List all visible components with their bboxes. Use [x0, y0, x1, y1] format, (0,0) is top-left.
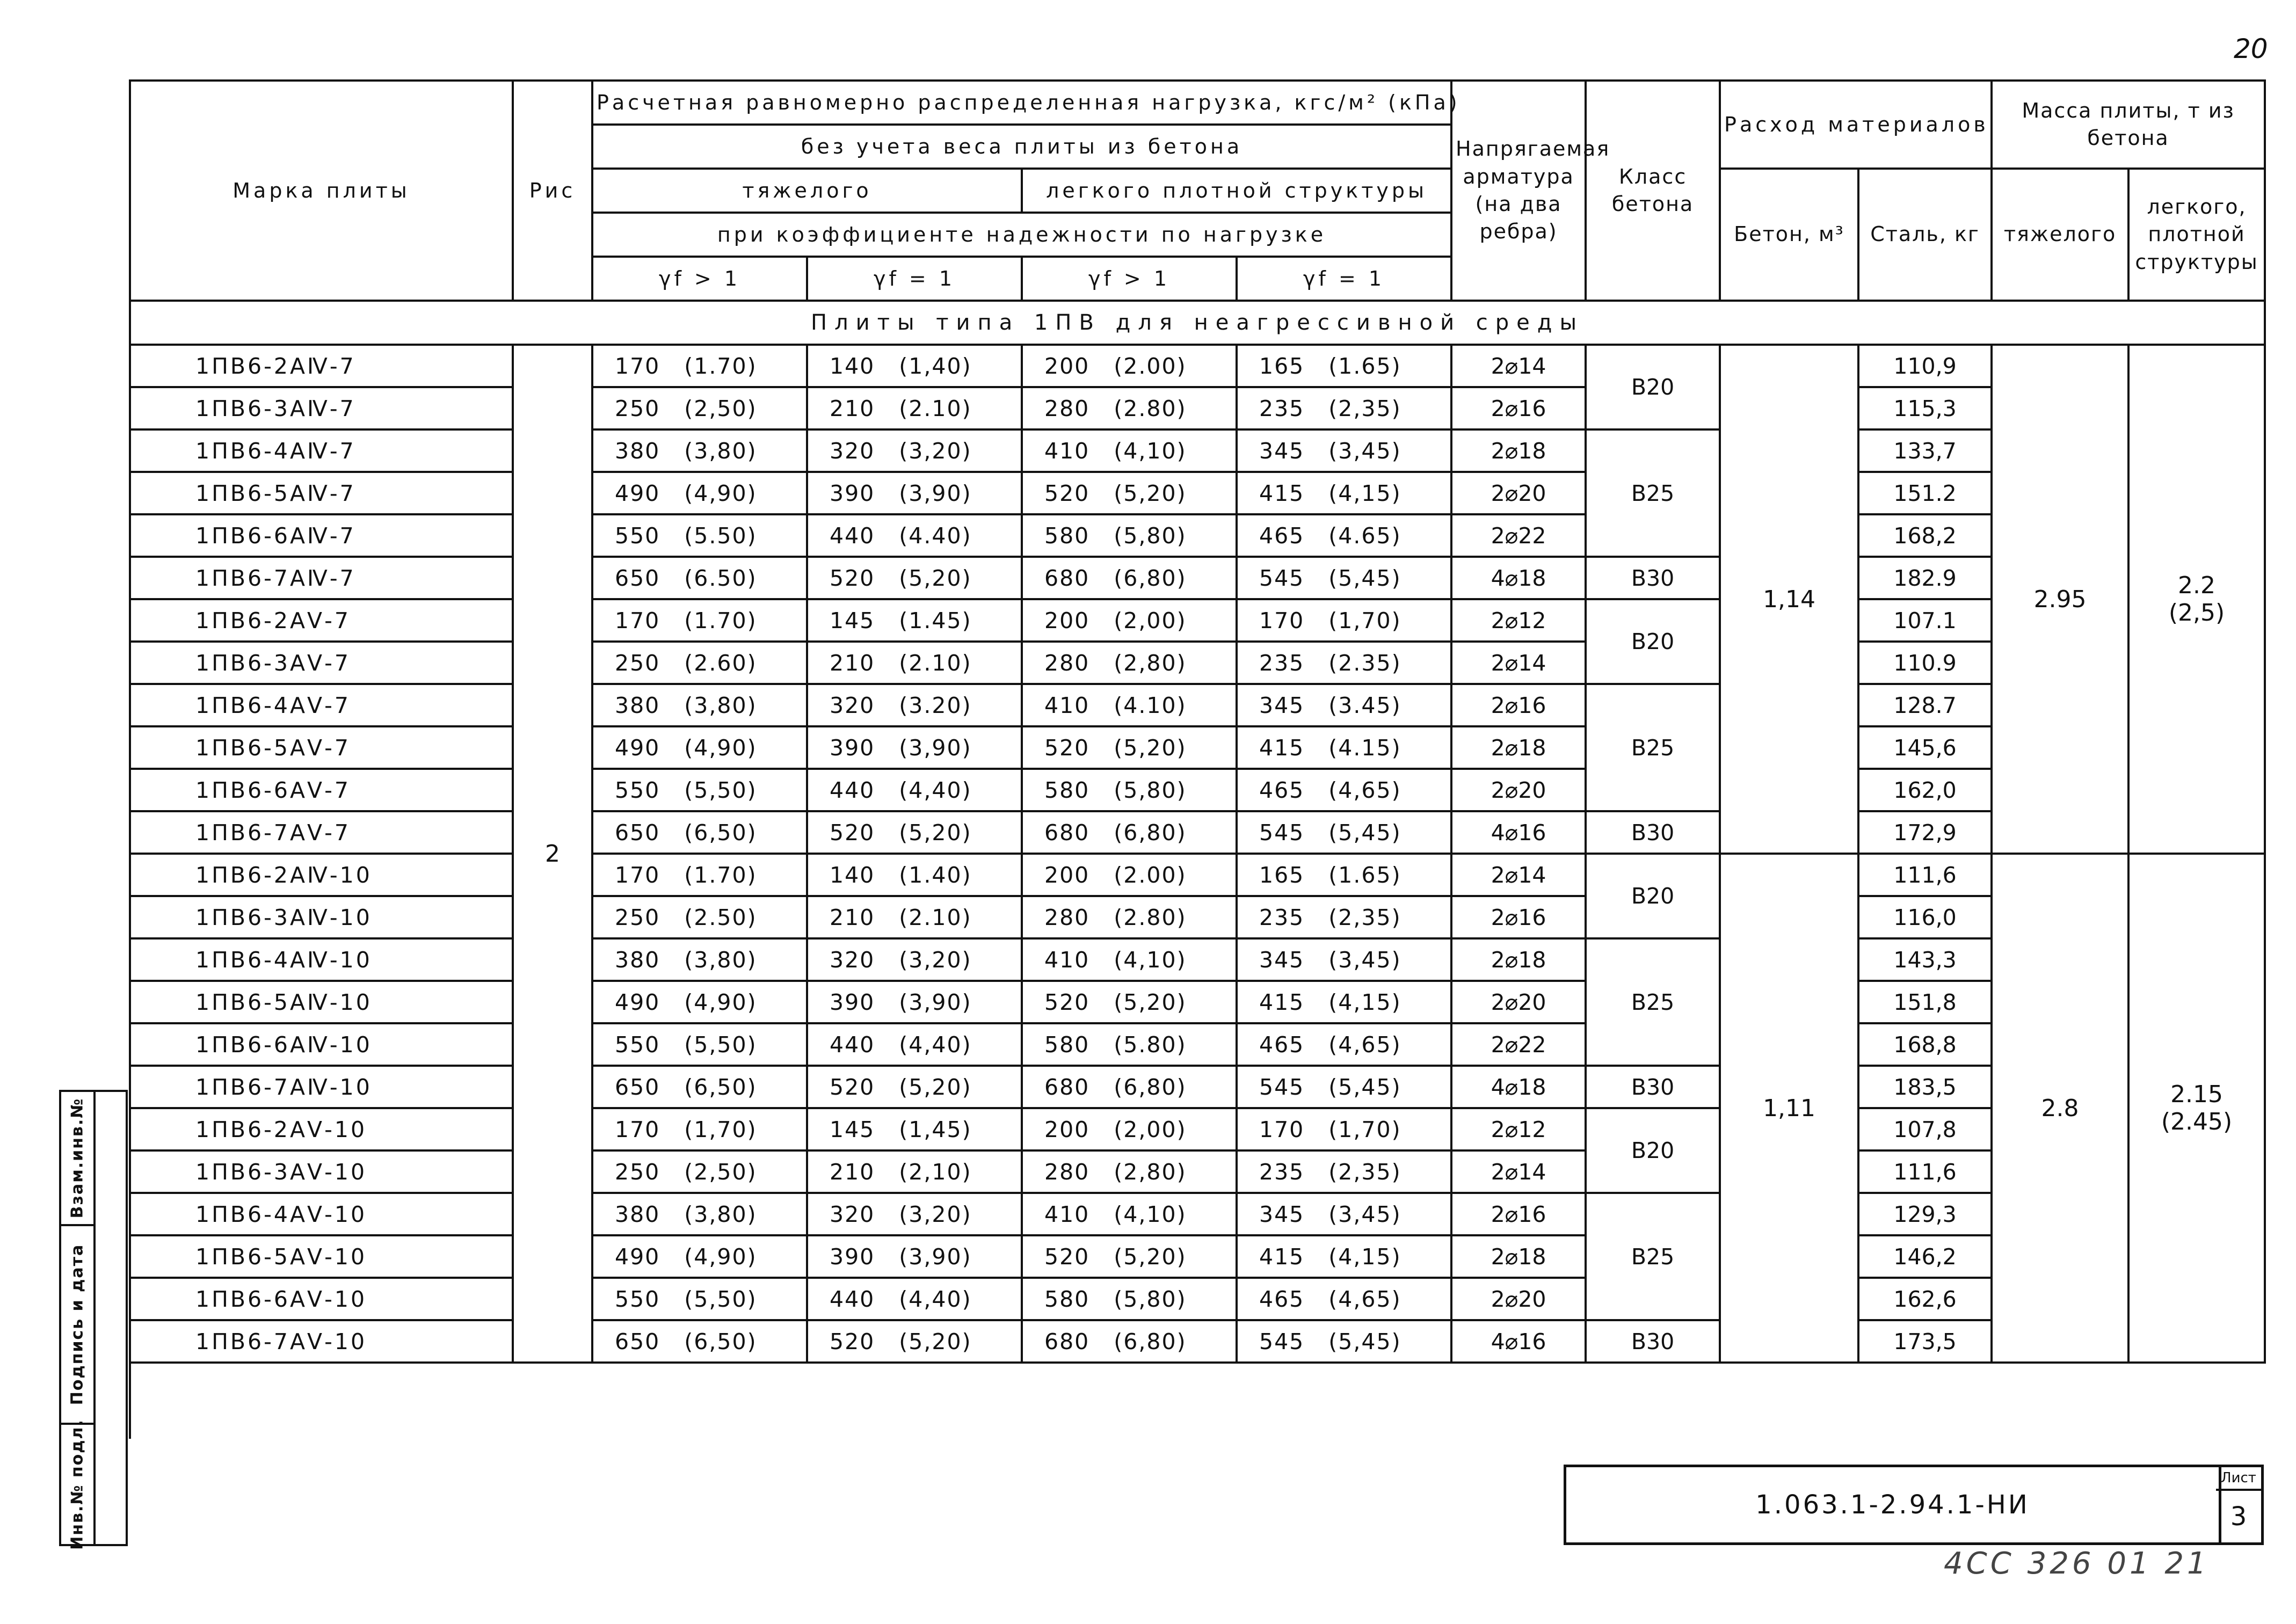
- load-heavy-eq1: 140 (1,40): [807, 345, 1022, 387]
- load-light-gt1: 680 (6,80): [1022, 557, 1237, 599]
- figure-number: 2: [513, 345, 592, 1363]
- steel-mass: 107,8: [1858, 1108, 1992, 1150]
- load-light-eq1: 415 (4,15): [1237, 472, 1451, 514]
- concrete-class: B25: [1586, 429, 1720, 557]
- slab-spec-table: [129, 79, 2266, 1439]
- steel-mass: 133,7: [1858, 429, 1992, 472]
- load-light-gt1: 580 (5,80): [1022, 1278, 1237, 1320]
- header-coefficient: при коэффициенте надежности по нагрузке: [592, 213, 1451, 257]
- table-row: [130, 1193, 2265, 1235]
- mass-light: [2128, 854, 2265, 1363]
- reinforcement: 2⌀20: [1451, 981, 1586, 1023]
- concrete-class: B25: [1586, 1193, 1720, 1320]
- load-heavy-gt1: 490 (4,90): [592, 1235, 807, 1278]
- steel-mass: 162,0: [1858, 769, 1992, 811]
- load-heavy-eq1: 145 (1,45): [807, 1108, 1022, 1150]
- steel-mass: 183,5: [1858, 1066, 1992, 1108]
- reinforcement: 2⌀22: [1451, 1023, 1586, 1066]
- load-heavy-gt1: 250 (2.60): [592, 642, 807, 684]
- load-light-eq1: 545 (5,45): [1237, 1066, 1451, 1108]
- table-row: [130, 557, 2265, 599]
- slab-mark: 1ПВ6-5АⅤ-7: [130, 726, 513, 769]
- load-light-gt1: 410 (4.10): [1022, 684, 1237, 726]
- load-heavy-gt1: 380 (3,80): [592, 429, 807, 472]
- header-gamma-eq-light: γf = 1: [1237, 257, 1451, 301]
- load-heavy-eq1: 145 (1.45): [807, 599, 1022, 642]
- header-heavy: тяжелого: [592, 169, 1022, 213]
- load-light-eq1: 345 (3,45): [1237, 429, 1451, 472]
- concrete-class: B25: [1586, 938, 1720, 1066]
- load-heavy-eq1: 320 (3,20): [807, 429, 1022, 472]
- table-row: [130, 599, 2265, 642]
- reinforcement: 2⌀12: [1451, 1108, 1586, 1150]
- document-code: 1.063.1-2.94.1-НИ: [1566, 1467, 2221, 1542]
- load-light-gt1: 520 (5,20): [1022, 1235, 1237, 1278]
- header-mass: Масса плиты, т из бетона: [1992, 81, 2265, 169]
- handwritten-reference: 4СС 326 01 21: [1944, 1546, 2210, 1581]
- header-gamma-eq-heavy: γf = 1: [807, 257, 1022, 301]
- load-light-eq1: 415 (4,15): [1237, 981, 1451, 1023]
- load-heavy-gt1: 550 (5,50): [592, 769, 807, 811]
- slab-mark: 1ПВ6-2АⅤ-10: [130, 1108, 513, 1150]
- load-heavy-eq1: 320 (3.20): [807, 684, 1022, 726]
- header-gamma-gt-light: γf > 1: [1022, 257, 1237, 301]
- slab-mark: 1ПВ6-3АⅤ-10: [130, 1150, 513, 1193]
- table-row: [130, 429, 2265, 472]
- reinforcement: 2⌀18: [1451, 726, 1586, 769]
- load-light-eq1: 465 (4,65): [1237, 1023, 1451, 1066]
- reinforcement: 4⌀18: [1451, 1066, 1586, 1108]
- concrete-class: B20: [1586, 854, 1720, 938]
- load-heavy-gt1: 550 (5,50): [592, 1023, 807, 1066]
- mass-heavy: 2.95: [1992, 345, 2128, 854]
- load-heavy-gt1: 380 (3,80): [592, 938, 807, 981]
- slab-mark: 1ПВ6-2АⅣ-7: [130, 345, 513, 387]
- load-heavy-gt1: 170 (1.70): [592, 599, 807, 642]
- load-light-gt1: 200 (2,00): [1022, 1108, 1237, 1150]
- reinforcement: 2⌀16: [1451, 684, 1586, 726]
- load-light-eq1: 415 (4.15): [1237, 726, 1451, 769]
- reinforcement: 2⌀14: [1451, 642, 1586, 684]
- load-light-eq1: 465 (4,65): [1237, 769, 1451, 811]
- load-heavy-eq1: 520 (5,20): [807, 1320, 1022, 1363]
- load-light-eq1: 235 (2,35): [1237, 896, 1451, 938]
- table-row: [130, 726, 2265, 769]
- steel-mass: 168,8: [1858, 1023, 1992, 1066]
- table-row: [130, 1320, 2265, 1363]
- load-heavy-eq1: 520 (5,20): [807, 557, 1022, 599]
- slab-mark: 1ПВ6-3АⅣ-7: [130, 387, 513, 429]
- section-title: Плиты типа 1ПВ для неагрессивной среды: [130, 301, 2265, 345]
- table-row: [130, 1150, 2265, 1193]
- load-light-eq1: 545 (5,45): [1237, 1320, 1451, 1363]
- steel-mass: 129,3: [1858, 1193, 1992, 1235]
- steel-mass: 172,9: [1858, 811, 1992, 854]
- blank-area: [130, 1363, 2265, 1439]
- load-light-gt1: 280 (2,80): [1022, 642, 1237, 684]
- reinforcement: 2⌀16: [1451, 896, 1586, 938]
- load-heavy-eq1: 390 (3,90): [807, 1235, 1022, 1278]
- header-gamma-gt-heavy: γf > 1: [592, 257, 807, 301]
- load-heavy-eq1: 320 (3,20): [807, 938, 1022, 981]
- reinforcement: 2⌀14: [1451, 1150, 1586, 1193]
- concrete-volume: 1,11: [1720, 854, 1858, 1363]
- load-heavy-gt1: 650 (6.50): [592, 557, 807, 599]
- load-heavy-gt1: 250 (2,50): [592, 387, 807, 429]
- load-light-eq1: 345 (3,45): [1237, 938, 1451, 981]
- load-heavy-eq1: 320 (3,20): [807, 1193, 1022, 1235]
- slab-mark: 1ПВ6-6АⅣ-10: [130, 1023, 513, 1066]
- concrete-class: B25: [1586, 684, 1720, 811]
- table-row: [130, 1066, 2265, 1108]
- reinforcement: 2⌀16: [1451, 387, 1586, 429]
- concrete-class: B30: [1586, 1066, 1720, 1108]
- table-row: [130, 642, 2265, 684]
- reinforcement: 2⌀20: [1451, 1278, 1586, 1320]
- table-row: [130, 345, 2265, 387]
- slab-mark: 1ПВ6-7АⅤ-10: [130, 1320, 513, 1363]
- side-stamp-column: [61, 1092, 96, 1550]
- steel-mass: 111,6: [1858, 1150, 1992, 1193]
- slab-mark: 1ПВ6-3АⅣ-10: [130, 896, 513, 938]
- load-heavy-gt1: 170 (1.70): [592, 854, 807, 896]
- load-light-eq1: 235 (2,35): [1237, 387, 1451, 429]
- load-light-gt1: 280 (2.80): [1022, 387, 1237, 429]
- load-light-gt1: 680 (6,80): [1022, 811, 1237, 854]
- table-row: [130, 1023, 2265, 1066]
- table-row: [130, 1235, 2265, 1278]
- sheet-number: 3: [2230, 1502, 2247, 1532]
- side-cell-podp: [61, 1226, 93, 1425]
- load-light-eq1: 165 (1.65): [1237, 854, 1451, 896]
- load-heavy-eq1: 440 (4,40): [807, 1278, 1022, 1320]
- header-steel-kg: Сталь, кг: [1858, 169, 1992, 301]
- concrete-class: B30: [1586, 557, 1720, 599]
- load-heavy-gt1: 250 (2,50): [592, 1150, 807, 1193]
- concrete-class: B20: [1586, 599, 1720, 684]
- load-heavy-gt1: 380 (3,80): [592, 1193, 807, 1235]
- slab-mark: 1ПВ6-7АⅣ-7: [130, 557, 513, 599]
- table-row: [130, 938, 2265, 981]
- load-heavy-eq1: 210 (2.10): [807, 896, 1022, 938]
- load-heavy-eq1: 520 (5,20): [807, 811, 1022, 854]
- table-row: [130, 1278, 2265, 1320]
- load-light-eq1: 345 (3,45): [1237, 1193, 1451, 1235]
- side-stamp: [59, 1090, 128, 1550]
- load-heavy-gt1: 550 (5,50): [592, 1278, 807, 1320]
- table-row: [130, 896, 2265, 938]
- load-heavy-gt1: 490 (4,90): [592, 981, 807, 1023]
- load-heavy-gt1: 170 (1,70): [592, 1108, 807, 1150]
- table-row: [130, 514, 2265, 557]
- load-heavy-eq1: 210 (2,10): [807, 1150, 1022, 1193]
- header-light: легкого плотной структуры: [1022, 169, 1451, 213]
- mass-light-alt-value: (2,5): [2168, 599, 2225, 627]
- load-heavy-gt1: 490 (4,90): [592, 726, 807, 769]
- load-heavy-eq1: 390 (3,90): [807, 472, 1022, 514]
- load-light-eq1: 235 (2,35): [1237, 1150, 1451, 1193]
- load-light-eq1: 345 (3.45): [1237, 684, 1451, 726]
- steel-mass: 151,8: [1858, 981, 1992, 1023]
- table-row: [130, 854, 2265, 896]
- load-heavy-eq1: 440 (4,40): [807, 769, 1022, 811]
- steel-mass: 107.1: [1858, 599, 1992, 642]
- reinforcement: 2⌀18: [1451, 429, 1586, 472]
- load-light-gt1: 200 (2.00): [1022, 345, 1237, 387]
- load-heavy-eq1: 210 (2.10): [807, 387, 1022, 429]
- slab-mark: 1ПВ6-5АⅣ-7: [130, 472, 513, 514]
- load-heavy-gt1: 490 (4,90): [592, 472, 807, 514]
- slab-mark: 1ПВ6-4АⅣ-10: [130, 938, 513, 981]
- load-light-gt1: 280 (2,80): [1022, 1150, 1237, 1193]
- side-label-vzam: Взам.инв.№: [68, 1097, 87, 1219]
- load-light-gt1: 410 (4,10): [1022, 429, 1237, 472]
- header-mass-light: легкого, плотной структуры: [2128, 169, 2265, 301]
- load-heavy-eq1: 440 (4,40): [807, 1023, 1022, 1066]
- slab-mark: 1ПВ6-6АⅤ-10: [130, 1278, 513, 1320]
- steel-mass: 128.7: [1858, 684, 1992, 726]
- load-light-gt1: 520 (5,20): [1022, 472, 1237, 514]
- slab-mark: 1ПВ6-2АⅤ-7: [130, 599, 513, 642]
- load-light-gt1: 410 (4,10): [1022, 938, 1237, 981]
- reinforcement: 2⌀14: [1451, 854, 1586, 896]
- header-without-weight: без учета веса плиты из бетона: [592, 125, 1451, 169]
- load-light-eq1: 545 (5,45): [1237, 557, 1451, 599]
- concrete-volume: 1,14: [1720, 345, 1858, 854]
- mass-light: [2128, 345, 2265, 854]
- header-reinforcement: Напрягаемая арматура (на два ребра): [1451, 81, 1586, 301]
- concrete-class: B20: [1586, 345, 1720, 429]
- steel-mass: 145,6: [1858, 726, 1992, 769]
- load-light-eq1: 170 (1,70): [1237, 599, 1451, 642]
- steel-mass: 162,6: [1858, 1278, 1992, 1320]
- table-row: [130, 811, 2265, 854]
- reinforcement: 2⌀22: [1451, 514, 1586, 557]
- load-heavy-gt1: 170 (1.70): [592, 345, 807, 387]
- load-heavy-eq1: 390 (3,90): [807, 981, 1022, 1023]
- reinforcement: 2⌀20: [1451, 769, 1586, 811]
- slab-mark: 1ПВ6-5АⅣ-10: [130, 981, 513, 1023]
- steel-mass: 182.9: [1858, 557, 1992, 599]
- header-fig: Рис: [513, 81, 592, 301]
- reinforcement: 2⌀12: [1451, 599, 1586, 642]
- reinforcement: 2⌀20: [1451, 472, 1586, 514]
- load-heavy-eq1: 390 (3,90): [807, 726, 1022, 769]
- load-light-gt1: 200 (2,00): [1022, 599, 1237, 642]
- load-light-eq1: 465 (4.65): [1237, 514, 1451, 557]
- load-light-gt1: 580 (5,80): [1022, 514, 1237, 557]
- slab-mark: 1ПВ6-4АⅤ-7: [130, 684, 513, 726]
- load-light-gt1: 410 (4,10): [1022, 1193, 1237, 1235]
- load-light-eq1: 165 (1.65): [1237, 345, 1451, 387]
- slab-mark: 1ПВ6-6АⅤ-7: [130, 769, 513, 811]
- reinforcement: 2⌀18: [1451, 938, 1586, 981]
- steel-mass: 111,6: [1858, 854, 1992, 896]
- reinforcement: 2⌀16: [1451, 1193, 1586, 1235]
- mass-light-alt-value: (2.45): [2161, 1108, 2233, 1135]
- table-row: [130, 1108, 2265, 1150]
- steel-mass: 110.9: [1858, 642, 1992, 684]
- load-heavy-gt1: 650 (6,50): [592, 811, 807, 854]
- load-light-gt1: 520 (5,20): [1022, 981, 1237, 1023]
- reinforcement: 4⌀16: [1451, 1320, 1586, 1363]
- load-light-gt1: 680 (6,80): [1022, 1320, 1237, 1363]
- reinforcement: 4⌀16: [1451, 811, 1586, 854]
- slab-mark: 1ПВ6-5АⅤ-10: [130, 1235, 513, 1278]
- header-concrete-m3: Бетон, м³: [1720, 169, 1858, 301]
- load-heavy-gt1: 250 (2.50): [592, 896, 807, 938]
- table-row: [130, 387, 2265, 429]
- slab-mark: 1ПВ6-4АⅣ-7: [130, 429, 513, 472]
- steel-mass: 116,0: [1858, 896, 1992, 938]
- reinforcement: 2⌀14: [1451, 345, 1586, 387]
- header-mark: Марка плиты: [130, 81, 513, 301]
- page-number: 20: [2234, 33, 2268, 64]
- steel-mass: 143,3: [1858, 938, 1992, 981]
- steel-mass: 115,3: [1858, 387, 1992, 429]
- load-heavy-eq1: 210 (2.10): [807, 642, 1022, 684]
- table-footer-row: [130, 1363, 2265, 1439]
- slab-mark: 1ПВ6-7АⅣ-10: [130, 1066, 513, 1108]
- concrete-class: B30: [1586, 811, 1720, 854]
- steel-mass: 173,5: [1858, 1320, 1992, 1363]
- side-cell-inv: [61, 1419, 93, 1550]
- table-row: [130, 472, 2265, 514]
- load-light-eq1: 465 (4,65): [1237, 1278, 1451, 1320]
- steel-mass: 151.2: [1858, 472, 1992, 514]
- load-light-gt1: 580 (5,80): [1022, 769, 1237, 811]
- load-heavy-gt1: 550 (5.50): [592, 514, 807, 557]
- load-light-eq1: 415 (4,15): [1237, 1235, 1451, 1278]
- slab-mark: 1ПВ6-6АⅣ-7: [130, 514, 513, 557]
- mass-light-value: 2.2: [2178, 572, 2216, 599]
- title-block: [1564, 1465, 2264, 1545]
- table-row: [130, 769, 2265, 811]
- reinforcement: 4⌀18: [1451, 557, 1586, 599]
- steel-mass: 168,2: [1858, 514, 1992, 557]
- load-light-gt1: 520 (5,20): [1022, 726, 1237, 769]
- slab-mark: 1ПВ6-2АⅣ-10: [130, 854, 513, 896]
- steel-mass: 146,2: [1858, 1235, 1992, 1278]
- header-materials: Расход материалов: [1720, 81, 1992, 169]
- load-light-gt1: 280 (2.80): [1022, 896, 1237, 938]
- side-label-inv: Инв.№ подл.: [68, 1419, 87, 1550]
- mass-light-value: 2.15: [2170, 1081, 2224, 1108]
- slab-mark: 1ПВ6-3АⅤ-7: [130, 642, 513, 684]
- slab-mark: 1ПВ6-7АⅤ-7: [130, 811, 513, 854]
- load-heavy-gt1: 380 (3,80): [592, 684, 807, 726]
- slab-mark: 1ПВ6-4АⅤ-10: [130, 1193, 513, 1235]
- reinforcement: 2⌀18: [1451, 1235, 1586, 1278]
- side-label-podp: Подпись и дата: [68, 1243, 87, 1405]
- load-heavy-eq1: 140 (1.40): [807, 854, 1022, 896]
- load-light-gt1: 200 (2.00): [1022, 854, 1237, 896]
- sheet-label: Лист: [2216, 1467, 2261, 1491]
- load-light-gt1: 580 (5.80): [1022, 1023, 1237, 1066]
- header-concrete-class: Класс бетона: [1586, 81, 1720, 301]
- header-mass-heavy: тяжелого: [1992, 169, 2128, 301]
- load-light-eq1: 545 (5,45): [1237, 811, 1451, 854]
- table-row: [130, 684, 2265, 726]
- header-load-title: Расчетная равномерно распределенная нагрузка, кгс/м² (кПа): [592, 81, 1451, 125]
- load-light-eq1: 170 (1,70): [1237, 1108, 1451, 1150]
- load-heavy-eq1: 440 (4.40): [807, 514, 1022, 557]
- load-heavy-gt1: 650 (6,50): [592, 1320, 807, 1363]
- steel-mass: 110,9: [1858, 345, 1992, 387]
- mass-heavy: 2.8: [1992, 854, 2128, 1363]
- concrete-class: B20: [1586, 1108, 1720, 1193]
- load-heavy-eq1: 520 (5,20): [807, 1066, 1022, 1108]
- load-heavy-gt1: 650 (6,50): [592, 1066, 807, 1108]
- side-cell-vzam: [61, 1092, 93, 1226]
- concrete-class: B30: [1586, 1320, 1720, 1363]
- load-light-gt1: 680 (6,80): [1022, 1066, 1237, 1108]
- table-row: [130, 981, 2265, 1023]
- load-light-eq1: 235 (2.35): [1237, 642, 1451, 684]
